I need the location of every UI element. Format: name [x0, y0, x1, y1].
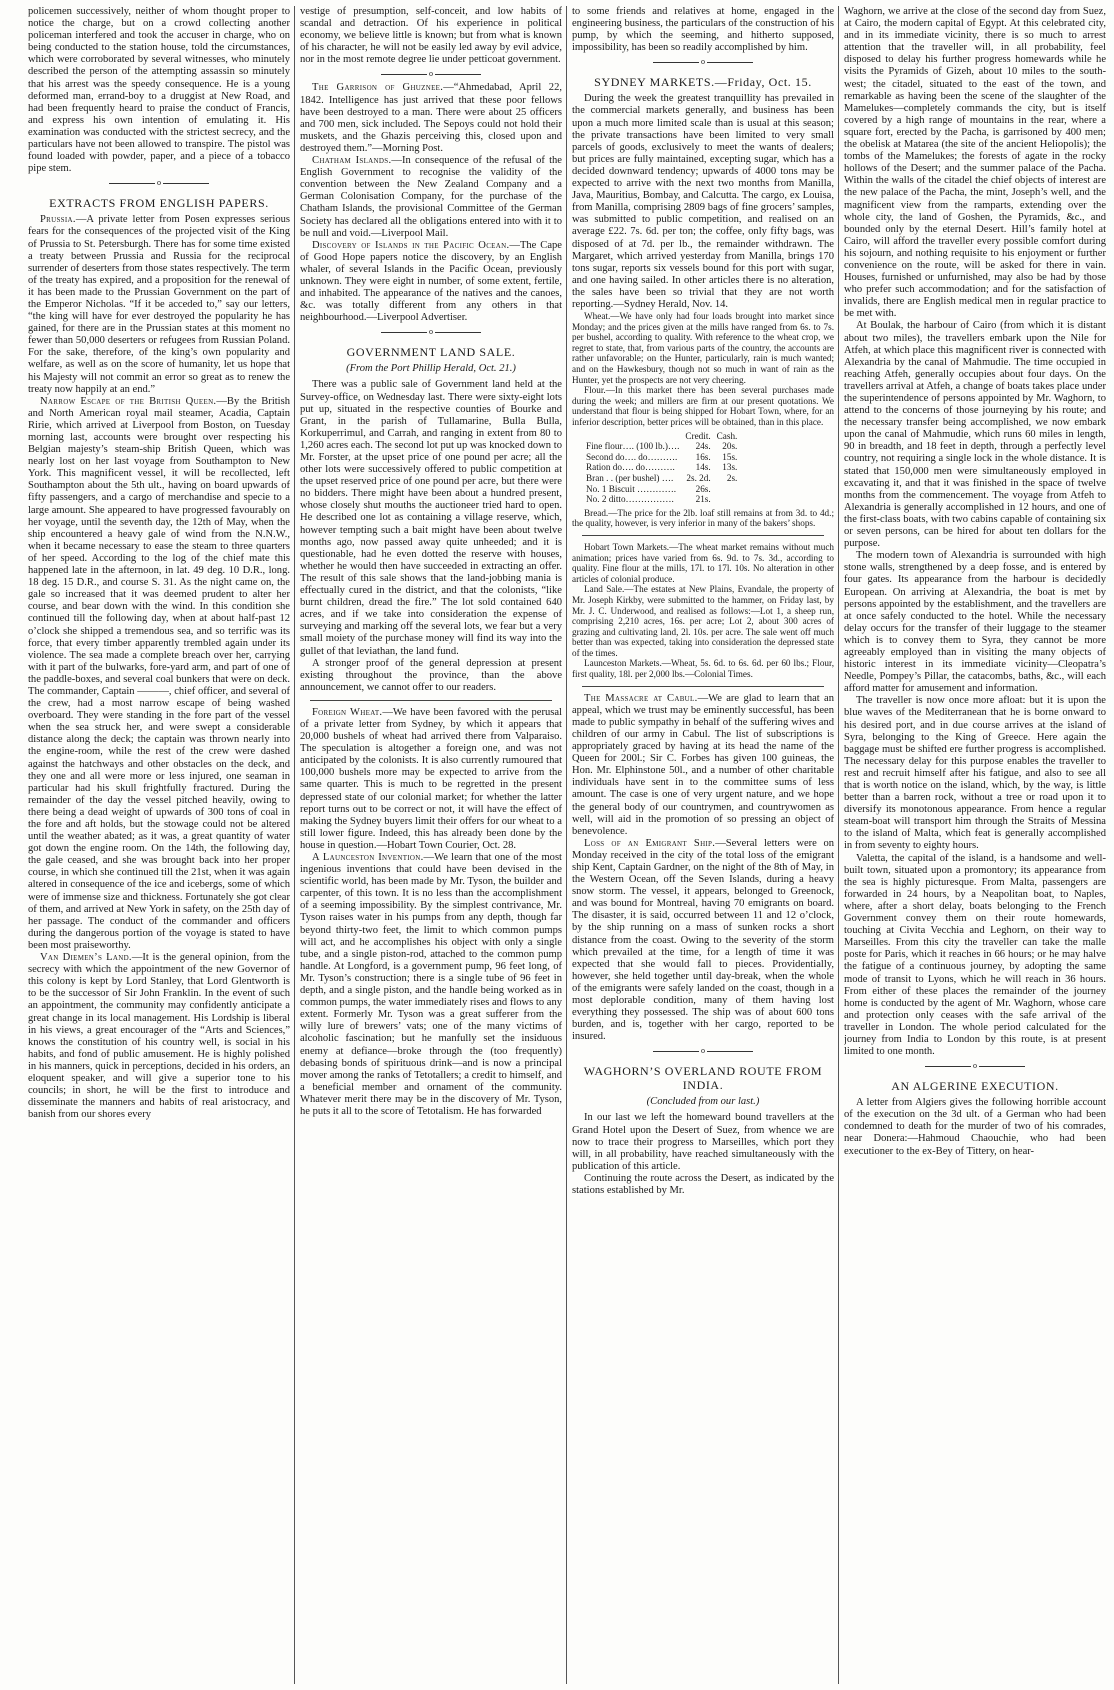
column-1	[28, 6, 290, 1686]
price-row	[586, 441, 743, 452]
divider	[310, 700, 552, 701]
price-credit: 14s.	[695, 462, 711, 473]
divider	[582, 686, 824, 687]
price-credit: 21s.	[695, 494, 711, 505]
price-item: No. 2 ditto…………….	[586, 494, 674, 505]
article-ghuznee	[300, 82, 562, 155]
article-text: There was a public sale of Government land held at the Survey-office, on Wednesday last. There were sixty-eight lots put up, situated in the respective counties of Bourke and Grant, in the parish of Tullamarine, Bulla Bulla, Korkuperrimul, and Carrah, and ranging in extent from 80 to 1,260 acres each. The second lot put up was knocked down to Mr. Forster, at the upset price of one pound per acre; all the other lots were successively offered to public competition at the upset reserved price of one pound per acre, but there were no bidders. There might have been about a hundred present, whose closely shut mouths the auctioneer tried hard to open. He described one lot as containing a village reserve, which, however tempting such a bait might have been about twelve months ago, now passed away quite unheeded; and it is questionable, had he even dotted the reserve with houses, whether he would then have succeeded in extracting an offer. The result of this sale shows that the land-jobbing mania is effectually cured in the district, and that the colonists, “like burnt children, dread the fire.” The lot sold contained 640 acres, and if we take into consideration the expense of surveying and marking off the several lots, we fear but a very small moiety of the purchase money will find its way into the gullet of that leviathan, the land fund.	[300, 379, 562, 657]
price-credit: 2s. 2d.	[686, 472, 711, 483]
article-title: Van Diemen’s Land.	[40, 952, 132, 964]
article-van-diemens-land	[28, 952, 290, 1121]
price-credit: 16s.	[695, 451, 711, 462]
article-title: Narrow Escape of the British Queen.	[40, 395, 217, 407]
divider	[582, 535, 824, 536]
article-title: A Launceston Invention.	[312, 852, 424, 863]
separator: o	[300, 327, 562, 337]
article-text: —Several letters were on Monday received in the city of the total loss of the emigrant ship Kent, Captain Gardner, on the night of the 8th of May, in the Western Ocean, off the Seven Islands, during a heavy snow storm. The vessel, it appears, belonged to Greenock, and was bound for Montreal, having 70 emigrants on board. The disaster, it is said, occurred between 11 and 12 o’clock, by the ship running on a mass of sunken rocks a short distance from the coast. Owing to the severity of the storm which prevailed at the time, for a length of time it was expected that she would fall to pieces. Providentially, however, she held together until day-break, when the whole of the emigrants were safely landed on the coast, though in a most deplorable condition, many of them having lost everything they possessed. The ship was of about 600 tons burden, and is, together with her cargo, reported to be insured.	[572, 837, 834, 1043]
article-text: In our last we left the homeward bound travellers at the Grand Hotel upon the Desert of Suez, from whence we are now to trace their progress to Marseilles, which port they will, in all probability, have reached simultaneously with the publication of this article.	[572, 1112, 834, 1172]
article-title: Discovery of Islands in the Pacific Ocean.	[312, 239, 510, 251]
price-cash	[717, 494, 744, 505]
price-cash: 2s.	[726, 472, 738, 483]
article-text: —We are glad to learn that an appeal, which we trust may be eminently successful, has been made to public sympathy in behalf of the suffering wives and children of our army in Cabul. The list of subscriptions is appropriately graced by having at its head the name of the Queen for 200l.; Sir C. Forbes has given 100 guineas, the Hon. Mr. Elphinstone 50l., and a number of other charitable individuals have sent in to the committee sums of less amount. The case is one of very urgent nature, and we hope the general body of our countrymen, and countrywomen as well, will aid in the promotion of so pressing an object of benevolence.	[572, 692, 834, 837]
price-row	[586, 473, 743, 484]
price-item: Ration do…. do……….	[586, 462, 675, 473]
article-text: —In consequence of the refusal of the English Government to recognise the validity of the convention between the New Zealand Company and a German Colonisation Company, for the purchase of the Chatham Islands, the provisional Committee of the German Society has declared all the obligations entered into with it to be null and void.—Liverpool Mail.	[300, 155, 562, 239]
article-text: policemen successively, neither of whom thought proper to notice the charge, but on a crowd collecting another policeman interfered and took the accuser in charge, who on being conducted to the station house, told the circumstances, which were corroborated by several witnesses, who minutely described the person of the attempting assassin so minutely that his arrest was the speedy consequence. He is a young deformed man, errand-boy to a druggist at New Road, and had been frequently heard to praise the conduct of Francis, and express his own intention of emulating it. His examination was conducted with the strictest secrecy, and the particulars have not been allowed to transpire. The pistol was found loaded with powder, paper, and a piece of a tobacco pipe stem.	[28, 6, 290, 175]
article-text: Waghorn, we arrive at the close of the second day from Suez, at Cairo, the modern capital of Egypt. At this celebrated city, and in its immediate vicinity, there is so much to arrest attention that the traveller will, in all probability, feel disposed to delay his further progress homewards while he visits the Pyramids of Gizeh, about 10 miles to the south-west; the citadel, situated to the east of the town, and remarkable as having been the scene of the slaughter of the Mamelukes—completely commands the city, but is itself covered by a high range of mountains in the rear, where a square fort, erected by the Pacha, is garrisoned by 400 men; the obelisk at Matarea (the site of the ancient Heliopolis); the tombs of the Mamelukes; the forests of agate in the rocky hollows of the Desert; and the summer palace of the Pacha. Within the walls of the citadel the chief objects of interest are the new palace of the Pacha, the mint, Joseph’s well, and the magnificent view from the ramparts, extending over the whole city, the land of Goshen, the Pyramids, &c., and bounded only by the eternal Desert. Hill’s family hotel at Cairo, will afford the traveller every possible comfort during his sojourn, and nothing requisite to his enjoyment or further convenience on the route, will be asked for there in vain. Houses, furnished or unfurnished, may also be had by those who prefer such accommodation; and for the satisfaction of invalids, there are English medical men in regular practice to be met with.	[844, 6, 1106, 320]
column-rule	[566, 6, 567, 1684]
article-text: —It is the general opinion, from the secrecy with which the appointment of the new Governor of this colony is kept by Lord Stanley, that Lord Glentworth is to be the successor of Sir John Franklin. In the event of such an appointment, the community may confidently anticipate a great change in its local management. His Lordship is liberal in his views, a great encourager of the “Arts and Sciences,” knows the constitution of his country well, is social in his habits, and fond of public amusement. He is highly polished in his manners, quick in perceptions, decided in his orders, an eloquent speaker, and will give a superior tone to his councils; in short, he will be the first to introduce and disseminate the manners and habits of real aristocracy, and banish from our shores every	[28, 952, 290, 1121]
price-row	[586, 452, 743, 463]
article-title: Chatham Islands.	[312, 155, 392, 167]
article-title: The Garrison of Ghuznee.	[312, 82, 444, 94]
separator: o	[572, 1046, 834, 1056]
market-flour: Flour.—In this market there has been several purchases made during the week; and millers are firm at our present quotations. We understand that flour is being shipped for Hobart Town, where, for an inferior description, better prices will be obtained, than in this place.	[572, 385, 834, 427]
column-3	[572, 6, 834, 1686]
section-heading: EXTRACTS FROM ENGLISH PAPERS.	[49, 196, 269, 211]
market-launceston: Launceston Markets.—Wheat, 5s. 6d. to 6s. 6d. per 60 lbs.; Flour, first quality, 18l. per 2,000 lbs.—Colonial Times.	[572, 658, 834, 680]
article-discovery	[300, 240, 562, 325]
price-item: Fine flour…. (100 lb.)….	[586, 441, 680, 452]
market-wheat: Wheat.—We have only had four loads brought into market since Monday; and the prices given at the mills have ranged from 6s. to 7s. per bushel, according to quality. With reference to the wheat crop, we regret to state, that, from various parts of the country, the accounts are rather unfavorable; on the Hunter, particularly, rain is much wanted; and on the Hawkesbury, though not so much in want of rain as the Hunter, yet the prospects are not very cheering.	[572, 311, 834, 385]
market-hobart: Hobart Town Markets.—The wheat market remains without much animation; prices have varied from 6s. 9d. to 7s. 3d., according to quality. Fine flour at the mills, 17l. to 17l. 10s. No alteration in other articles of colonial produce.	[572, 541, 834, 584]
price-header-cash: Cash.	[716, 430, 738, 441]
price-item: No. 1 Biscuit ………….	[586, 483, 677, 494]
section-heading: GOVERNMENT LAND SALE.	[346, 345, 516, 360]
article-text: The traveller is now once more afloat: but it is upon the blue waves of the Mediterranean that he is borne onward to his desired port, and in due course arrives at the island of Syra, belonging to the King of Greece. Here again the baggage must be shifted ere further progress is accomplished. The necessary delay for this purpose enables the traveller to rest and recruit himself after his fatigue, and also to see all that is worth notice on the island, which, by the way, is little better than a barren rock, without a tree or road upon it to diversify its monotonous appearance. From hence a regular steam-boat will transport him through the Straits of Messina to the island of Malta, which feat is generally accomplished in from seventy to eighty hours.	[844, 695, 1106, 852]
article-title: Foreign Wheat.	[312, 706, 383, 718]
price-item: Bran . . (per bushel) ….	[586, 472, 674, 483]
article-text: —The Cape of Good Hope papers notice the discovery, by an English whaler, of several Islands in the Pacific Ocean, previously unknown. They were eight in number, of some extent, fertile, and inhabited. The appearance of the natives and the canoes, &c. was totally different from any others in that neighbourhood.—Liverpool Advertiser.	[300, 239, 562, 324]
separator: o	[844, 1061, 1106, 1071]
article-text: A letter from Algiers gives the following horrible account of the execution on the 3d ult. of a German who had been condemned to death for the murder of two of his comrades, near Donera:—Hahmoud Chaouchie, who had been executioner to the ex-Bey of Tittery, on hear-	[844, 1097, 1106, 1157]
price-row	[586, 494, 743, 505]
article-text: Valetta, the capital of the island, is a handsome and well-built town, situated upon a promontory; its appearance from the sea is highly picturesque. From Malta, passengers are forwarded in 24 hours, by a Neapolitan boat, to Naples, where, after a short delay, boats belonging to the French Government convey them on their route homewards, touching at Civita Vecchia and Leghorn, on their way to Marseilles. From this city the traveller can take the malle poste for Paris, which it reaches in 66 hours; or he may halve the fatigue of a continuous journey, by adopting the same mode of transit to Lyons, which he will reach in 36 hours. From either of these places the remainder of the journey home is conducted by the agent of Mr. Waghorn, whose care and protection only ceases with the safe arrival of the traveller in London. The whole period calculated for the journey from India to London by this route, is at present limited to one month.	[844, 852, 1106, 1058]
article-text: At Boulak, the harbour of Cairo (from which it is distant about two miles), the travellers embark upon the Nile for Atfeh, at which place this magnificent river is connected with Alexandria by the canal of Mahmudie. The time occupied in reaching Atfeh, generally occupies about four days. On the travellers arrival at Atfeh, a change of boats takes place under the superintendence of persons appointed by Mr. Waghorn, to attend to the concerns of those journeying by his route; and the necessary transfer being accomplished, we now embark upon the canal of Mahmudie, which runs 60 miles in length, 90 in breadth, and 18 feet in depth, through a perfectly level country, not requiring a single lock in the whole distance. It is stated that 150,000 men were simultaneously employed in excavating it, and that it was finished in the space of twelve months from the commencement. The voyage from Atfeh to Alexandria is generally accomplished in 12 hours, and one of the first-class boats, with two cabins capable of containing six or seven persons, can be hired for about ten dollars for the purpose.	[844, 320, 1106, 550]
article-title: Loss of an Emigrant Ship.	[584, 837, 716, 849]
price-row	[586, 462, 743, 473]
section-heading: AN ALGERINE EXECUTION.	[891, 1079, 1059, 1094]
article-text: A stronger proof of the general depression at present existing throughout the province, than the above announcement, we cannot offer to our readers.	[300, 657, 562, 693]
column-rule	[838, 6, 839, 1684]
price-cash: 20s.	[722, 441, 738, 452]
price-item: Second do…. do……….	[586, 451, 678, 462]
article-british-queen	[28, 396, 290, 952]
market-bread: Bread.—The price for the 2lb. loaf still remains at from 3d. to 4d.; the quality, however, is very inferior in many of the bakers’ shops.	[572, 507, 834, 529]
section-subheading: (Concluded from our last.)	[646, 1096, 760, 1108]
price-credit: 26s.	[695, 483, 711, 494]
column-2	[300, 6, 562, 1686]
article-text: —By the British and North American royal mail steamer, Acadia, Captain Ririe, which arrived at Liverpool from Boston, on Tuesday morning last, accounts were brought over respecting his Belgian majesty’s steam-ship British Queen, which was nearly lost on her last voyage from Southampton to New York. This magnificent vessel, it will be recollected, left Southampton about the 5th ult., having on board upwards of fifty passengers, and a cargo of merchandise and specie to a large amount. She appeared to have progressed favourably on her voyage, until the seventh day, the 12th of May, when the ship encountered a heavy gale of wind from the N.N.W., when it became necessary to ease the steam to three quarters of her speed. According to the log of the chief mate this happened late in the afternoon, in lat. 49 deg. 10 D.R., long. 18 deg. 15 D.R., and course S. 31. As the night came on, the gale so increased that it was deemed prudent to alter her course, and bear down with the wind. In this condition she continued till the following day, when at about half-past 12 o’clock she shipped a tremendous sea, and so terrific was its force, that every timber apparently trembled again under its violence. The sea made a complete breach over her, carrying with it part of the bulwarks, fore-yard arm, and part of one of the paddle-boxes, and several coal bunkers that were on deck. The commander, Captain ———, chief officer, and several of the crew, had a most narrow escape of being washed overboard. They were standing in the fore part of the vessel when the sea struck her, and were swept a considerable distance along the deck; the captain was thrown nearly into the engine-room, while the rest of the crew were dashed against the hatchways and other obstacles on the deck, and they one and all were more or less injured, one seaman in particular had his skull frightfully fractured. During the remainder of the day the vessel pitched heavily, owing to there being a dead weight of upwards of 300 tons of coal in the fore and aft holds, but the stowage could not be altered until the weather abated; as it was, a great quantity of water got down the engine room. On the 14th, the following day, the gale ceased, and she was brought back into her proper course, in which she continued till the 21st, when it was again altered in consequence of the ice and icebergs, some of which were of immense size and thickness. Fortunately she got clear of them, and arrived at New York in safety, on the 25th day of her passage. The conduct of the commander and officers during the dangerous portion of the voyage is stated to have been most praiseworthy.	[28, 395, 290, 951]
article-launceston-invention	[300, 852, 562, 1118]
article-text: —We learn that one of the most ingenious inventions that could have been devised in the scientific world, has been made by Mr. Tyson, the builder and carpenter, of this town. It is no less than the accomplishment of a seeming impossibility. By the simplest contrivance, Mr. Tyson raises water in his pumps from any depth, though far beyond thirty-two feet, the limit to which common pumps will act, and he accomplishes his object with only a single tube, and a single piston-rod, attached to the common pump handle. At Longford, is a government pump, 96 feet long, of Mr. Tyson’s construction; there is a single tube of 96 feet in depth, and a single piston, and the handle being worked as in common pumps, the water immediately rises and flows to any extent. Formerly Mr. Tyson was a great sufferer from the willy lure of brewers’ vats; one of the many victims of alcoholic fascination; but he manfully set the insiduous enemy at defiance—broke through the (too frequently) debasing bonds of spirituous drink—and is now a principal mover among the ranks of Tetotallers; a credit to himself, and a beneficial member and ornament of the community. Whatever merit there may be in the discovery of Mr. Tyson, he puts it all to the score of Tetotalism. He has forwarded	[300, 852, 562, 1117]
article-text: Continuing the route across the Desert, as indicated by the stations established by Mr.	[572, 1172, 834, 1197]
article-text: The modern town of Alexandria is surrounded with high stone walls, strengthened by a deep fosse, and is entered by four gates. Its appearance from the harbour is decidedly European. On arriving at Alexandria, the boat is met by persons appointed by the establishment, and the travellers are at once safely conducted to the hotel. While the necessary delay occurs for the transfer of their luggage to the steamer which is to convey them to Syra, they cannot be more agreeably employed than in visiting the many objects of historic interest in its immediate vicinity—Cleopatra’s Needle, Pompey’s Pillar, the catacombs, baths, &c., will each afford matter for amusement and information.	[844, 550, 1106, 695]
price-row	[586, 484, 743, 495]
column-4	[844, 6, 1106, 1686]
article-text: —“Ahmedabad, April 22, 1842. Intelligence has just arrived that these poor fellows have been destroyed to a man. There were about 25 officers and 700 men, sick included. The Sepoys could not hold their muskets, and the Ghazis perceiving this, closed upon and destroyed them.”—Morning Post.	[300, 82, 562, 154]
separator: o	[572, 57, 834, 67]
price-header-row	[586, 431, 743, 442]
section-heading: SYDNEY MARKETS.—Friday, Oct. 15.	[594, 75, 812, 90]
price-table	[586, 431, 743, 505]
market-land-sale: Land Sale.—The estates at New Plains, Evandale, the property of Mr. Joseph Kirkby, were submitted to the hammer, on Friday last, by Mr. J. C. Underwood, and realised as follows:—Lot 1, a sheep run, comprising 2,210 acres, 16s. per acre; Lot 2, about 300 acres of grazing and cultivating land, 2l. 10s. per acre. The sale went off much better than was expected, taking into consideration the depressed state of the times.	[572, 584, 834, 658]
price-cash: 13s.	[722, 462, 738, 473]
price-cash	[717, 484, 744, 495]
article-text: vestige of presumption, self-conceit, and low habits of scandal and detraction. Of his experience in political economy, we believe little is known; but from what is known of his character, he will not be easily led away by evil advice, nor in the most remote degree lie under petticoat government.	[300, 6, 562, 66]
article-chatham	[300, 155, 562, 240]
separator: o	[300, 69, 562, 79]
article-text: —We have been favored with the perusal of a private letter from Sydney, by which it appears that 20,000 bushels of wheat had arrived there from Valparaiso. The speculation is altogether a foreign one, and was not anticipated by the colonists. It is also currently rumoured that 100,000 bushels more may be expected to arrive from the same quarter. This is much to be regretted in the present depressed state of our colonial market; for whether the latter report turns out to be correct or not, it will have the effect of making the Sydney buyers limit their offers for our wheat to a still lower figure. Indeed, this has already been done by the house in question.—Hobart Town Courier, Oct. 28.	[300, 706, 562, 851]
article-text: During the week the greatest tranquillity has prevailed in the commercial markets generally, and business has been upon a much more limited scale than is usual at this season; the private transactions have been limited to very small parcels of goods, exclusively to meet the wants of dealers; but prices are fully maintained, excepting sugar, which has a decided downward tendency; upwards of 4000 tons may be expected to arrive with the next two months from Manilla, Java, Mauritius, Bombay, and Calcutta. The cargo, ex Louisa, from Manilla, comprising 2809 bags of fine grocers’ samples, was submitted to public competition, and realised on an average £22. 7s. 6d. per ton; the coffee, only fifty bags, was disposed of at 7d. per lb., the remainder withdrawn. The Margaret, which arrived yesterday from Manilla, brings 170 tons sugar, reports six vessels bound for this port with sugar, and one having sailed. In other articles there is no alteration, the sales have been so trivial that they are not worth reporting.—Sydney Herald, Nov. 14.	[572, 93, 834, 310]
column-rule	[294, 6, 295, 1684]
price-header-credit: Credit.	[685, 430, 711, 441]
section-heading: WAGHORN’S OVERLAND ROUTE FROM INDIA.	[583, 1064, 823, 1093]
article-text: to some friends and relatives at home, engaged in the engineering business, the particulars of the construction of his pump, by which the seeming, and hitherto supposed, impossibility, has been so readily accomplished by him.	[572, 6, 834, 54]
article-title: Prussia.	[40, 214, 76, 226]
price-credit: 24s.	[695, 441, 711, 452]
article-title: The Massacre at Cabul.	[584, 692, 698, 704]
separator: o	[28, 178, 290, 188]
article-prussia	[28, 214, 290, 395]
price-cash: 15s.	[722, 451, 738, 462]
article-text: —A private letter from Posen expresses serious fears for the consequences of the projected visit of the King of Prussia to St. Petersburgh. There has for some time existed a treaty between Prussia and Russia for the reciprocal surrender of deserters from those states respectively. The term of the treaty has expired, and a proposition for the renewal of it has been made to the Prussian Government on the part of the Emperor Nicholas. “If it be acceded to,” say our letters, “the king will have for ever destroyed the popularity he has gained, for there are in the Prussian states at this moment no fewer than 50,000 deserters or refugees from Russian Poland. For the sake, therefore, of the king’s own popularity and welfare, as well as on the score of humanity, let us hope that his Majesty will not commit an error so great as to renew the treaty now happily at an end.”	[28, 214, 290, 395]
article-emigrant-ship	[572, 838, 834, 1044]
section-subheading: (From the Port Phillip Herald, Oct. 21.)	[346, 363, 516, 375]
article-cabul	[572, 693, 834, 838]
article-foreign-wheat	[300, 707, 562, 852]
